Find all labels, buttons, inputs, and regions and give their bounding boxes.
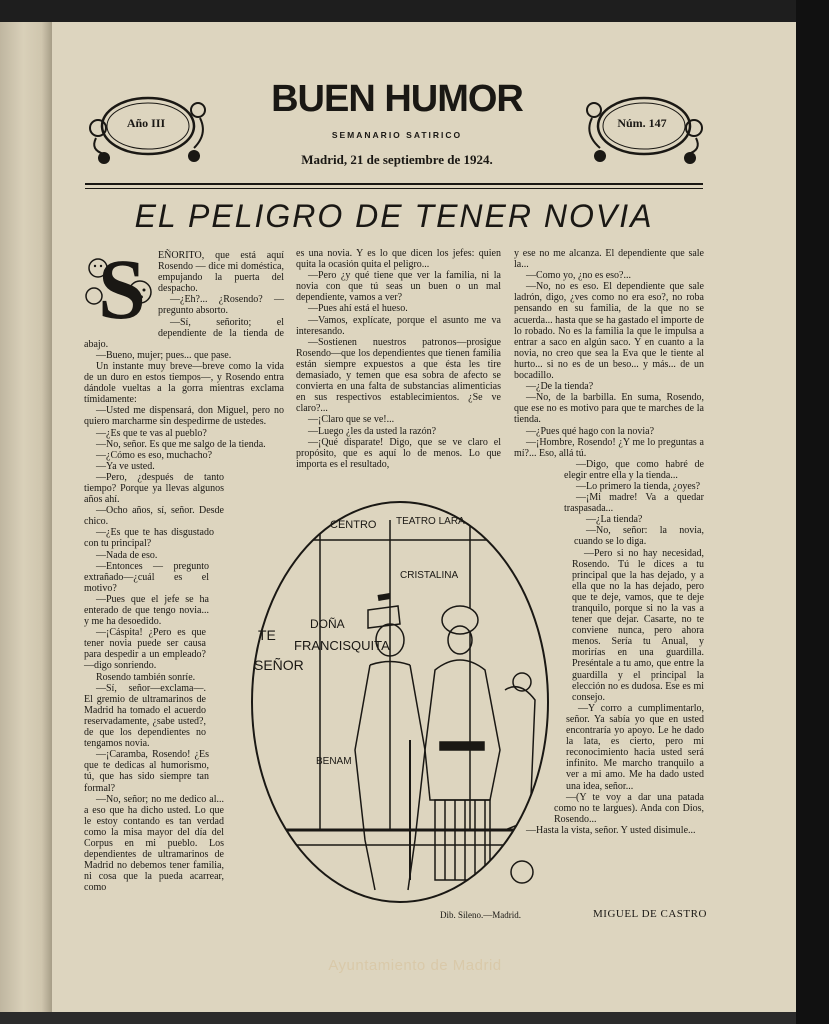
- paragraph: Rosendo también sonríe.: [96, 671, 196, 683]
- dateline: Madrid, 21 de septiembre de 1924.: [301, 152, 493, 167]
- paragraph: —¿De la tienda?: [526, 381, 594, 393]
- paragraph: —¡Mi madre! Va a quedar traspasada...: [564, 492, 704, 515]
- illustration-credit: Dib. Sileno.—Madrid.: [440, 910, 521, 920]
- paragraph: —Sostienen nuestros patronos—prosigue Rosendo—que los dependientes que tienen familia están siempre expuestos a que ésta les tire demasiado, y temen que esa sobra de afecto se convierta en una falta de substancias alimenticias en sus respectivos establecimientos. ¿Se ve claro?...: [296, 336, 501, 415]
- paragraph: y ese no me alcanza. El dependiente que sale la...: [514, 248, 704, 271]
- paragraph: —Pues ahí está el hueso.: [308, 303, 408, 315]
- paragraph: —Pero si no hay necesidad, Rosendo. Tú le dices a tu principal que la has dejado, y a ella que no la has dejado, pero que te deje, vamos, que te deje tranquilo, porque si no la vas a tener que dejar. Casarte, no te conviene nunca, pero ahora menos. Sería tu Anual, y morirías en una guardilla. Preséntale a tu amo, que entre la guardilla y el principal la elección no es dudosa. Ese es mi consejo.: [572, 547, 704, 703]
- paragraph: —Lo primero la tienda, ¿oyes?: [576, 480, 701, 492]
- sign-text: TE: [258, 627, 276, 643]
- paragraph: —¿La tienda?: [586, 514, 643, 526]
- article-headline: EL PELIGRO DE TENER NOVIA: [134, 198, 654, 234]
- paragraph: —¡Hombre, Rosendo! ¿Y me lo preguntas a mí?... Eso, allá tú.: [514, 436, 704, 459]
- sign-text: CENTRO: [330, 519, 377, 531]
- paragraph: —¡Qué disparate! Digo, que se ve claro el propósito, que es aquí lo de menos. Lo que importa es el resultado,: [296, 436, 501, 470]
- paragraph: —¿Es que te vas al pueblo?: [96, 427, 207, 439]
- scan-right-edge: [796, 0, 829, 1024]
- paragraph: —Ya ve usted.: [96, 460, 155, 472]
- paragraph: —(Y te voy a dar una patada como no te largues). Anda con Dios, Rosendo...: [554, 791, 704, 825]
- paragraph: —No, señor: la novia, cuando se lo diga.: [574, 525, 704, 548]
- paragraph: —Pero, ¿después de tanto tiempo? Porque ya llevas algunos años ahí.: [84, 471, 224, 506]
- header-rule: [85, 183, 703, 185]
- watermark: Ayuntamiento de Madrid: [328, 957, 502, 974]
- signature-monogram-icon: [511, 861, 533, 883]
- paragraph: —¿Cómo es eso, muchacho?: [96, 449, 213, 461]
- paragraph: —No, señor. Es que me salgo de la tienda.: [96, 438, 266, 450]
- scan-top-edge: [0, 0, 829, 22]
- paragraph: —Vamos, explícate, porque el asunto me va interesando.: [296, 314, 501, 337]
- sign-text: FRANCISQUITA: [294, 638, 390, 653]
- paragraph: —Sí, señor—exclama—. El gremio de ultramarinos de Madrid ha tomado el acuerdo reservadamente, ¿sabe usted?, de que los dependientes no tengamos novia.: [84, 682, 206, 750]
- paragraph: —No, de la barbilla. En suma, Rosendo, que ese no es motivo para que te marches de la tienda.: [514, 392, 704, 426]
- sign-text: BENAM: [316, 756, 352, 767]
- paragraph: —No, señor; no me dedico al... a eso que ha dicho usted. Lo que le estoy contando es tan verdad como la misa mayor del día del Corpus en mi pueblo. Los dependientes de ultramarinos de Madrid no debemos tener familia, ni cosa que la pueda acarrear, como: [84, 793, 224, 894]
- article-author: MIGUEL DE CASTRO: [593, 908, 707, 920]
- paragraph: Un instante muy breve—breve como la vida de un duro en estos tiempos—, y Rosendo entra dándole vueltas a la gorra mientras exclama tímidamente:: [84, 360, 284, 406]
- paragraph: —¡Claro que se ve!...: [308, 414, 395, 426]
- couple-illustration-icon: [250, 500, 550, 905]
- paragraph: —Bueno, mujer; pues... que pase.: [96, 349, 232, 361]
- paragraph: es una novia. Y es lo que dicen los jefes: quien quita la ocasión quita el peligro...: [296, 248, 501, 271]
- book-spine: [0, 22, 52, 1012]
- paragraph: —Sí, señorito; el dependiente de la tienda de abajo.: [84, 316, 284, 350]
- paragraph: —¿Es que te has disgustado con tu principal?: [84, 527, 214, 550]
- paragraph: —¿Pues qué hago con la novia?: [526, 425, 655, 437]
- article-column-2: [296, 248, 501, 470]
- paragraph: EÑORITO, que está aquí Rosendo — dice mi doméstica, empujando la puerta del despacho.: [158, 250, 284, 295]
- sign-text: CRISTALINA: [400, 570, 459, 581]
- paragraph: —Digo, que como habré de elegir entre ella y la tienda...: [564, 458, 704, 481]
- paragraph: —Pero ¿y qué tiene que ver la familia, ni la novia con que tú seas un buen o un mal dependiente, vamos a ver?: [296, 270, 501, 304]
- paragraph: —No, no es eso. El dependiente que sale ladrón, digo, ¿ves como no era eso?, no roba pensando en su familia, de la que no se acuerda... hasta que se ha gastado el importe de lo robado. No es la familia la que le impulsa a entrar a saco en algún saco. Y en cuanto a la novia, no creo que sea la Eva que le tiente al hurto... si no es de un beso... y más... de un bocadillo.: [514, 281, 704, 382]
- dropcap-letter: S: [98, 241, 146, 337]
- dropcap-illustration: [84, 241, 154, 338]
- paragraph: —Luego ¿les da usted la razón?: [308, 425, 437, 437]
- number-cartouche: [582, 86, 702, 166]
- masthead-title: BUEN HUMOR: [271, 78, 523, 120]
- header-rule: [85, 188, 703, 189]
- cartoon-illustration: [250, 500, 550, 905]
- masthead-subtitle: SEMANARIO SATIRICO: [331, 130, 463, 140]
- paragraph: —Hasta la vista, señor. Y usted disimule...: [526, 824, 696, 836]
- sign-text: SEÑOR: [254, 657, 304, 673]
- paragraph: —Usted me dispensará, don Miguel, pero no quiero marcharme sin despedirme de ustedes.: [84, 405, 284, 428]
- year-label: Año III: [126, 116, 166, 130]
- paragraph: —Pues que el jefe se ha enterado de que tengo novia... y me ha desoedido.: [84, 593, 209, 628]
- paragraph: —¡Cáspita! ¿Pero es que tener novia puede ser causa para despedir a un empleado?—digo sonriendo.: [84, 627, 206, 672]
- paragraph: —¡Caramba, Rosendo! ¿Es que te dedicas al humorismo, tú, que has sido siempre tan formal?: [84, 749, 209, 794]
- number-label: Núm. 147: [617, 116, 667, 130]
- paragraph: —Ocho años, sí, señor. Desde chico.: [84, 505, 224, 528]
- paragraph: —Y corro a cumplimentarlo, señor. Ya sabía yo que en usted encontraría yo apoyo. Le he dado la lata, es cierto, pero mi reconocimiento hacia usted será infinito. Me marcho tranquilo a ver a mi amo. Me ha dado usted una idea, señor...: [566, 702, 704, 792]
- paragraph: —¿Eh?... ¿Rosendo? — pregunto absorto.: [158, 294, 284, 317]
- paragraph: —Entonces — pregunto extrañado—¿cuál es el motivo?: [84, 560, 209, 594]
- year-cartouche: [86, 86, 206, 166]
- paragraph: —Nada de eso.: [96, 549, 158, 561]
- paragraph: —Como yo, ¿no es eso?...: [526, 270, 631, 282]
- sign-text: TEATRO LARA: [396, 516, 465, 527]
- sign-text: DOÑA: [310, 617, 345, 631]
